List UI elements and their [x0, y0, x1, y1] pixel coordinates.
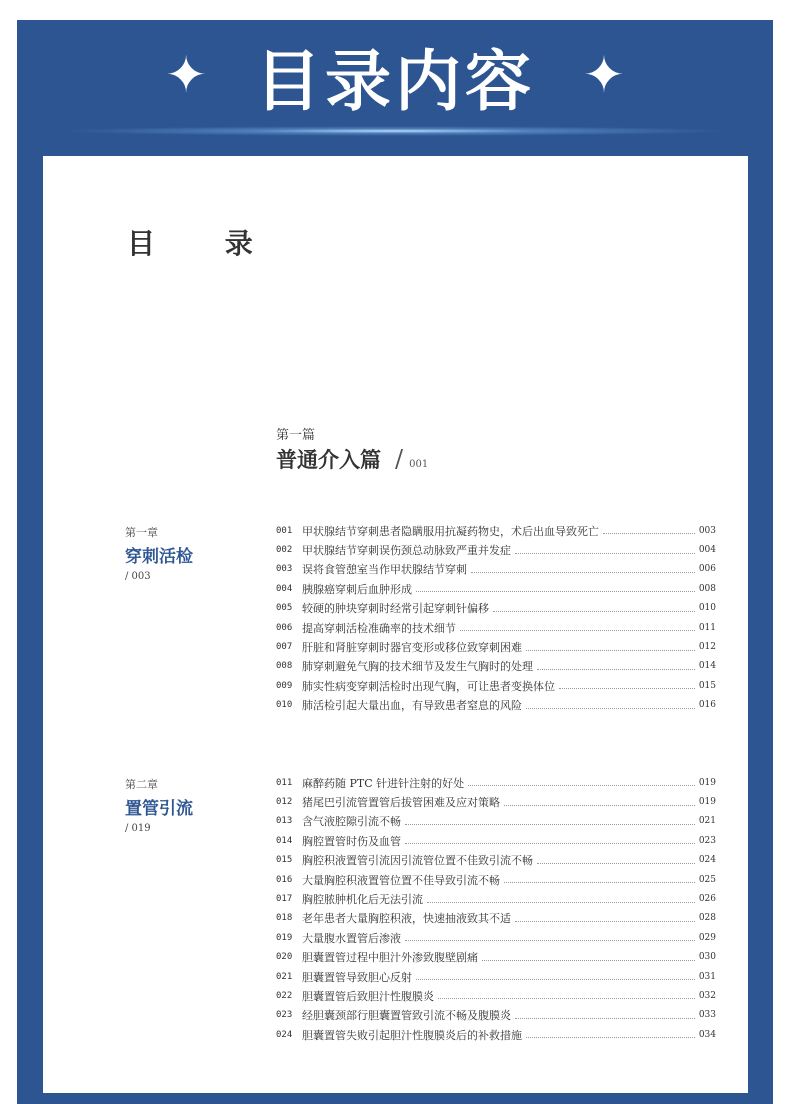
entry-title: 胸腔脓肿机化后无法引流: [302, 893, 423, 907]
entry-title: 甲状腺结节穿刺患者隐瞒服用抗凝药物史，术后出血导致死亡: [302, 524, 599, 538]
entry-page: 028: [698, 913, 716, 924]
chapter-1-entries: [276, 521, 716, 715]
toc-entry[interactable]: [276, 831, 716, 850]
entry-title: 胆囊置管失败引起胆汁性腹膜炎后的补救措施: [302, 1028, 522, 1042]
part-slash: /: [395, 445, 404, 473]
entry-number: 011: [276, 777, 293, 788]
entry-page: 030: [698, 952, 716, 963]
entry-number: 020: [276, 952, 293, 963]
entry-title: 老年患者大量胸腔积液，快速抽液致其不适: [302, 912, 511, 926]
entry-title: 肝脏和肾脏穿刺时器官变形或移位致穿刺困难: [302, 641, 522, 655]
leader-dots: [526, 1037, 695, 1038]
entry-page: 019: [698, 777, 716, 788]
entry-title: 胰腺癌穿刺后血肿形成: [302, 582, 412, 596]
leader-dots: [537, 669, 695, 670]
chapter-label: 第二章: [125, 778, 158, 791]
toc-page: [43, 156, 748, 1093]
chapter-page: / 003: [125, 571, 151, 582]
right-star-icon: ✦: [583, 46, 625, 104]
toc-entry[interactable]: [276, 1025, 716, 1044]
part-title-text: 普通介入篇: [276, 447, 381, 472]
page-heading: 目 录: [127, 227, 283, 260]
entry-page: 008: [698, 583, 716, 594]
entry-number: 005: [276, 603, 293, 614]
leader-dots: [515, 553, 695, 554]
toc-entry[interactable]: [276, 812, 716, 831]
entry-page: 016: [698, 700, 716, 711]
entry-number: 014: [276, 835, 293, 846]
entry-number: 013: [276, 816, 293, 827]
entry-page: 024: [698, 855, 716, 866]
banner-glow: [60, 126, 730, 136]
entry-title: 胸腔积液置管引流因引流管位置不佳致引流不畅: [302, 854, 533, 868]
toc-entry[interactable]: [276, 637, 716, 656]
entry-number: 022: [276, 990, 293, 1001]
entry-number: 009: [276, 680, 293, 691]
leader-dots: [482, 960, 695, 961]
leader-dots: [526, 650, 695, 651]
leader-dots: [405, 843, 695, 844]
chapter-2-entries: [276, 773, 716, 1044]
entry-page: 032: [698, 990, 716, 1001]
toc-entry[interactable]: [276, 521, 716, 540]
entry-number: 021: [276, 971, 293, 982]
toc-entry[interactable]: [276, 948, 716, 967]
entry-number: 008: [276, 661, 293, 672]
toc-entry[interactable]: [276, 870, 716, 889]
entry-title: 较硬的肿块穿刺时经常引起穿刺针偏移: [302, 602, 489, 616]
leader-dots: [405, 824, 695, 825]
entry-number: 004: [276, 583, 293, 594]
entry-page: 004: [698, 545, 716, 556]
leader-dots: [515, 1018, 695, 1019]
toc-entry[interactable]: [276, 773, 716, 792]
entry-page: 019: [698, 797, 716, 808]
toc-entry[interactable]: [276, 851, 716, 870]
entry-title: 误将食管憩室当作甲状腺结节穿刺: [302, 563, 467, 577]
leader-dots: [471, 572, 695, 573]
entry-page: 011: [698, 622, 716, 633]
entry-number: 019: [276, 932, 293, 943]
left-star-icon: ✦: [165, 46, 207, 104]
toc-entry[interactable]: [276, 618, 716, 637]
entry-page: 034: [698, 1029, 716, 1040]
entry-title: 甲状腺结节穿刺误伤颈总动脉致严重并发症: [302, 544, 511, 558]
chapter-2-heading: [125, 776, 193, 834]
toc-entry[interactable]: [276, 986, 716, 1005]
toc-entry[interactable]: [276, 967, 716, 986]
entry-page: 012: [698, 642, 716, 653]
toc-entry[interactable]: [276, 696, 716, 715]
entry-page: 015: [698, 680, 716, 691]
entry-number: 023: [276, 1010, 293, 1021]
toc-entry[interactable]: [276, 909, 716, 928]
chapter-1-heading: [125, 524, 193, 582]
entry-title: 肺活检引起大量出血，有导致患者窒息的风险: [302, 699, 522, 713]
toc-entry[interactable]: [276, 676, 716, 695]
entry-number: 024: [276, 1029, 293, 1040]
entry-page: 023: [698, 835, 716, 846]
leader-dots: [427, 902, 695, 903]
entry-page: 029: [698, 932, 716, 943]
entry-title: 胸腔置管时伤及血管: [302, 834, 401, 848]
entry-number: 017: [276, 894, 293, 905]
entry-number: 015: [276, 855, 293, 866]
entry-number: 016: [276, 874, 293, 885]
entry-title: 肺实性病变穿刺活检时出现气胸，可让患者变换体位: [302, 679, 555, 693]
entry-title: 含气液腔隙引流不畅: [302, 815, 401, 829]
toc-entry[interactable]: [276, 560, 716, 579]
part-label: 第一篇: [276, 428, 316, 443]
entry-title: 大量腹水置管后渗液: [302, 931, 401, 945]
leader-dots: [416, 591, 695, 592]
leader-dots: [515, 921, 695, 922]
leader-dots: [504, 882, 695, 883]
leader-dots: [438, 998, 695, 999]
entry-title: 肺穿刺避免气胸的技术细节及发生气胸时的处理: [302, 660, 533, 674]
entry-page: 010: [698, 603, 716, 614]
entry-page: 026: [698, 894, 716, 905]
leader-dots: [493, 611, 695, 612]
leader-dots: [537, 863, 695, 864]
entry-number: 012: [276, 797, 293, 808]
entry-page: 006: [698, 564, 716, 575]
entry-number: 006: [276, 622, 293, 633]
leader-dots: [405, 940, 695, 941]
chapter-name: 置管引流: [125, 799, 193, 819]
entry-page: 014: [698, 661, 716, 672]
entry-title: 麻醉药随 PTC 针进针注射的好处: [302, 776, 465, 790]
entry-page: 033: [698, 1010, 716, 1021]
toc-entry[interactable]: [276, 540, 716, 559]
toc-entry[interactable]: [276, 889, 716, 908]
entry-title: 经胆囊颈部行胆囊置管致引流不畅及腹膜炎: [302, 1009, 511, 1023]
toc-entry[interactable]: [276, 579, 716, 598]
leader-dots: [559, 688, 695, 689]
entry-title: 胆囊置管后致胆汁性腹膜炎: [302, 989, 434, 1003]
leader-dots: [468, 785, 695, 786]
entry-page: 021: [698, 816, 716, 827]
toc-entry[interactable]: [276, 928, 716, 947]
entry-page: 003: [698, 525, 716, 536]
entry-page: 025: [698, 874, 716, 885]
leader-dots: [416, 979, 695, 980]
toc-entry[interactable]: [276, 657, 716, 676]
banner: [0, 20, 790, 130]
part-page: 001: [409, 459, 429, 470]
leader-dots: [460, 630, 695, 631]
part-title: [276, 444, 428, 474]
toc-entry[interactable]: [276, 599, 716, 618]
entry-title: 猪尾巴引流管置管后拔管困难及应对策略: [302, 796, 500, 810]
entry-number: 018: [276, 913, 293, 924]
toc-entry[interactable]: [276, 792, 716, 811]
banner-title: 目录内容: [255, 42, 535, 120]
entry-title: 胆囊置管导致胆心反射: [302, 970, 412, 984]
entry-number: 001: [276, 525, 293, 536]
leader-dots: [504, 805, 695, 806]
toc-entry[interactable]: [276, 1006, 716, 1025]
entry-number: 002: [276, 545, 293, 556]
entry-number: 003: [276, 564, 293, 575]
leader-dots: [603, 533, 695, 534]
entry-page: 031: [698, 971, 716, 982]
chapter-page: / 019: [125, 823, 151, 834]
chapter-name: 穿刺活检: [125, 547, 193, 567]
leader-dots: [526, 708, 695, 709]
entry-title: 胆囊置管过程中胆汁外渗致腹壁剧痛: [302, 951, 478, 965]
entry-title: 提高穿刺活检准确率的技术细节: [302, 621, 456, 635]
chapter-label: 第一章: [125, 526, 158, 539]
entry-title: 大量胸腔积液置管位置不佳导致引流不畅: [302, 873, 500, 887]
entry-number: 007: [276, 642, 293, 653]
entry-number: 010: [276, 700, 293, 711]
